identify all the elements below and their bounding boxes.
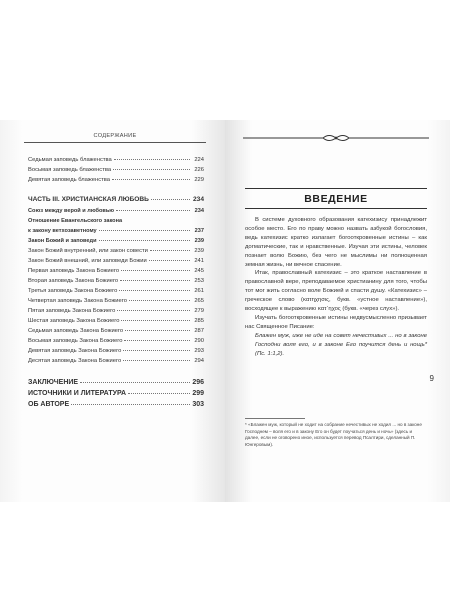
toc-entry: Девятая заповедь Закона Божиего 293	[28, 345, 204, 355]
chapter-title: ВВЕДЕНИЕ	[245, 188, 427, 209]
toc-entry: ИСТОЧНИКИ И ЛИТЕРАТУРА 299	[28, 388, 204, 399]
toc-entry: Третья заповедь Закона Божиего 261	[28, 285, 204, 295]
page-number: 9	[429, 374, 434, 383]
toc-entry: Закон Божий внутренний, или закон совести 239	[28, 245, 204, 255]
paragraph: В системе духовного образования катехизису принадлежит особое место. Его по праву можно назвать азбукой богословия, ведь катехизис кратко излагает богооткровенные истины – как догматические, так и нравственные. Изучая эти истины, человек познает волю Божию, без чего не мыслимы ни полноценная земная жизнь, ни вечное спасение.	[245, 217, 427, 268]
footnote-rule	[245, 418, 305, 419]
paragraph: Изучать богооткровенные истины недвусмысленно призывает нас Священное Писание:	[245, 314, 427, 330]
ornament-divider-icon	[243, 132, 429, 144]
toc-entry: Закон Божий внешний, или заповеди Божии 241	[28, 255, 204, 265]
footnote	[245, 418, 427, 448]
right-page	[225, 120, 450, 502]
footnote-text: * «Блажен муж, который не ходит на собрание нечестивых не ходил ... но в законе Господнем – воля его и в закону Его он будет поучаться день и ночь» (здесь и далее, если не оговорено иное, используется перевод Псалтири, сделанный П. Юнгеровым).	[245, 422, 422, 447]
body-text	[245, 216, 427, 359]
toc-entry: к закону ветхозаветному 237	[28, 225, 204, 235]
toc-entry: Восьмая заповедь блаженства 226	[28, 164, 204, 174]
toc-entry: Девятая заповедь блаженства 229	[28, 174, 204, 184]
scripture-quote: Блажен муж, иже не иде на совет нечестивых ... но в законе Господни воля его, и в законе Его поучится день и нощь* (Пс. 1:1,2).	[255, 332, 427, 357]
toc-entry: Седьмая заповедь Закона Божиего 287	[28, 325, 204, 335]
left-page	[0, 120, 225, 502]
toc-entry: Десятая заповедь Закона Божиего 294	[28, 355, 204, 365]
toc-entry: ОБ АВТОРЕ 303	[28, 399, 204, 410]
toc-header: СОДЕРЖАНИЕ	[24, 133, 206, 143]
toc-entry: Отношение Евангельского закона	[28, 218, 123, 224]
toc-entry: Седьмая заповедь блаженства 224	[28, 154, 204, 164]
toc-part-heading: ЧАСТЬ III. ХРИСТИАНСКАЯ ЛЮБОВЬ 234	[28, 194, 204, 205]
table-of-contents	[28, 154, 204, 410]
paragraph: Итак, православный катехизис – это краткое наставление в православной вере, преподаваемое христианину для того, чтобы тот мог жить согласно воле Божией и спасти душу. «Катехизис» – греческое слово (κατηχησις, букв. «устное наставление»), восходящее к выражению κατ᾽ηχος (букв. «через слух»).	[245, 270, 427, 313]
toc-entry: Четвертая заповедь Закона Божиего 265	[28, 295, 204, 305]
toc-entry: Закон Божий и заповеди 239	[28, 235, 204, 245]
toc-entry: ЗАКЛЮЧЕНИЕ 296	[28, 377, 204, 388]
toc-entry: Первая заповедь Закона Божиего 245	[28, 265, 204, 275]
toc-entry: Шестая заповедь Закона Божиего 285	[28, 315, 204, 325]
book-spread	[0, 120, 450, 502]
toc-entry: Восьмая заповедь Закона Божиего 290	[28, 335, 204, 345]
toc-entry: Пятая заповедь Закона Божиего 279	[28, 305, 204, 315]
toc-entry: Союз между верой и любовью 234	[28, 205, 204, 215]
toc-entry: Вторая заповедь Закона Божиего 253	[28, 275, 204, 285]
